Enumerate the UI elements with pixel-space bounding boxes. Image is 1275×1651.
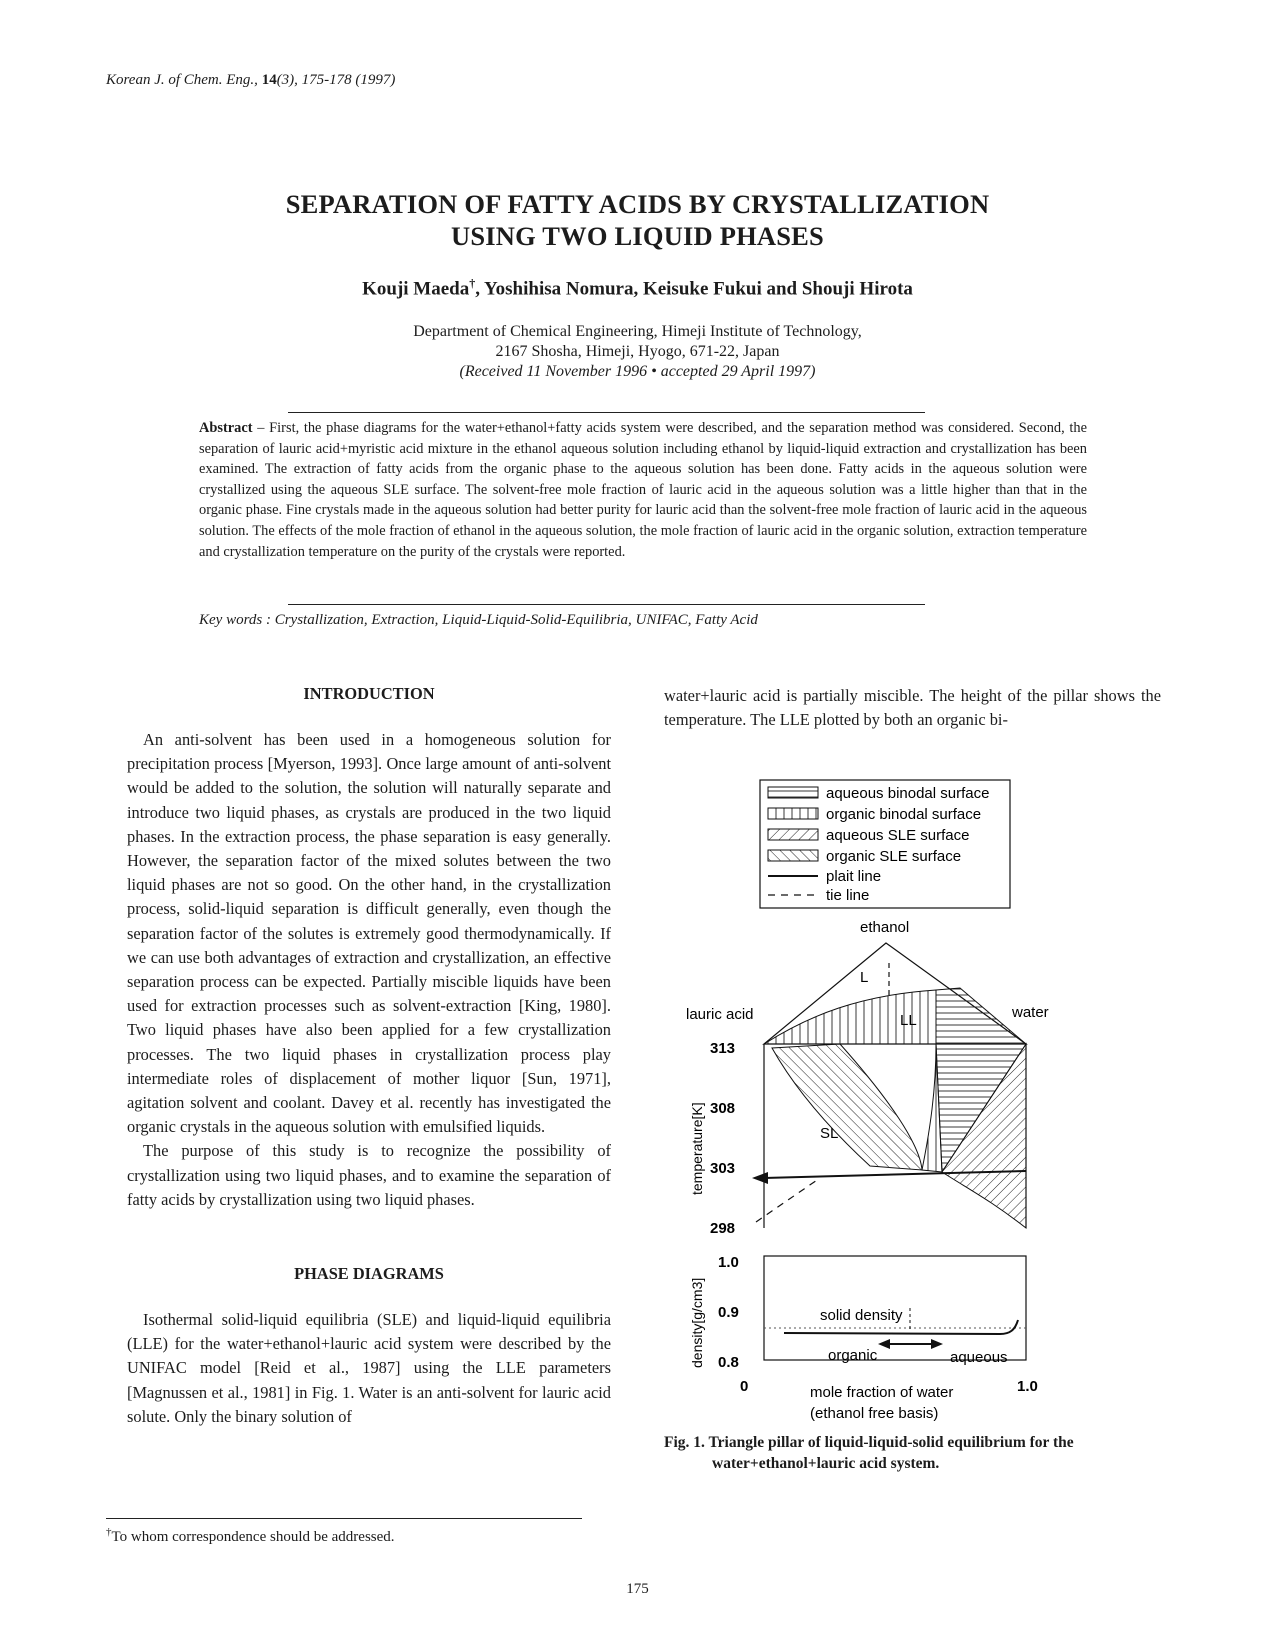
x-axis-label-line-1: mole fraction of water [810,1384,954,1401]
right-column-text: water+lauric acid is partially miscible. The height of the pillar shows the temperature. The LLE plotted by both an organic bi- [664,686,1161,730]
density-tick-0.9: 0.9 [718,1304,739,1321]
footnote-rule [106,1518,582,1519]
region-SL-label: SL [820,1125,839,1142]
figure-legend [760,780,1010,908]
ternary-triangle [764,943,1026,1044]
abstract-text: – First, the phase diagrams for the water+ethanol+fatty acids system were described, and the separation method was considered. Second, the separation of lauric acid+myristic acid mixture in the ethanol aqueous solution including ethanol by liquid-liquid extraction and crystallization has been examined. The extraction of fatty acids from the organic phase to the aqueous solution has been done. Fatty acids in the aqueous solution were crystallized using the aqueous SLE surface. The solvent-free mole fraction of lauric acid in the aqueous solution was a little higher than that in the organic phase. Fine crystals made in the aqueous solution had better purity for lauric acid than the solvent-free mole fraction of lauric acid in the aqueous solution. The effects of the mole fraction of ethanol in the aqueous solution, the mole fraction of lauric acid in the organic solution, extraction temperature and crystallization temperature on the purity of the crystals were reported. [199,420,1087,560]
abstract-top-rule [288,412,925,413]
author-list [100,276,1175,300]
introduction-paragraph-1: An anti-solvent has been used in a homogeneous solution for precipitation process [Myerson, 1993]. Once large amount of anti-solvent would be added to the solution, the solution will naturally separate and introduce two liquid phases, as crystals are produced in the two liquid phases. In the extraction process, the phase separation is easy generally. However, the separation factor of the mixed solutes between the two liquid phases are not so good. On the other hand, in the crystallization process, solid-liquid separation is difficult generally, even though the separation factor of the solutes is extremely good thermodynamically. If we can use both advantages of extraction and crystallization, an effective separation process can be expected. Partially miscible liquids have been used for extraction processes such as solvent-extraction [King, 1980]. Two liquid phases have also been applied for a few crystallization processes. The two liquid phases in crystallization process play intermediate roles of displacement of mother liquor [Sun, 1971], agitation solvent and coolant. Davey et al. recently has investigated the organic crystals in the aqueous solution with emulsified liquids. [127,730,611,1137]
first-author: Kouji Maeda [362,278,470,300]
x-tick-1: 1.0 [1017,1378,1038,1395]
paper-title [100,188,1175,252]
phase-diagrams-heading: PHASE DIAGRAMS [294,1264,444,1283]
abstract-bottom-rule [288,604,925,605]
abstract [199,418,1087,562]
introduction-heading: INTRODUCTION [303,684,435,703]
phase-diagrams-paragraph-1: Isothermal solid-liquid equilibria (SLE) and liquid-liquid equilibria (LLE) for the water+ethanol+lauric acid system were described by the UNIFAC model [Reid et al., 1987] using the LLE parameters [Magnussen et al., 1981] in Fig. 1. Water is an anti-solvent for lauric acid solute. Only the binary solution of [127,1310,611,1426]
caption-line-1: Fig. 1. Triangle pillar of liquid-liquid-solid equilibrium for the [664,1434,1074,1451]
legend-label-plait-line: plait line [826,868,882,885]
region-LL-label: LL [900,1012,917,1029]
triangle-pillar [752,1044,1026,1228]
keywords: Key words : Crystallization, Extraction, Liquid-Liquid-Solid-Equilibria, UNIFAC, Fatty Acid [199,612,758,628]
affiliation-line-2: 2167 Shosha, Himeji, Hyogo, 671-22, Japan [495,343,780,360]
other-authors: , Yoshihisa Nomura, Keisuke Fukui and Shouji Hirota [475,278,913,300]
affiliation [100,322,1175,382]
page-number: 175 [626,1581,649,1597]
region-L-label: L [860,969,869,986]
organic-label: organic [828,1347,878,1364]
temperature-axis-label: temperature[K] [689,1102,705,1195]
solid-density-label: solid density [820,1307,903,1324]
vertex-water-label: water [1012,1004,1049,1021]
legend-plait-line [768,868,881,885]
legend-tie-line [768,887,869,904]
temp-tick-303: 303 [710,1160,736,1177]
temperature-axis [689,1040,735,1237]
footnote-dagger: † [106,1526,112,1538]
legend-organic-sle [768,848,961,865]
caption-line-2: water+ethanol+lauric acid system. [712,1455,940,1472]
legend-label-organic-sle: organic SLE surface [826,848,962,865]
density-subplot [689,1254,1038,1422]
density-axis-label: density[g/cm3] [689,1277,705,1368]
journal-citation [106,72,395,89]
phase-diagrams-body [127,1308,611,1429]
journal-name: Korean J. of Chem. Eng., [106,72,258,88]
x-tick-0: 0 [740,1378,749,1395]
legend-aqueous-binodal [768,785,989,802]
vertex-ethanol-label: ethanol [860,919,910,936]
footnote [106,1526,395,1546]
legend-organic-binodal [768,806,981,823]
introduction-paragraph-2: The purpose of this study is to recognize the possibility of crystallization using two liquid phases, and to examine the separation of fatty acids by crystallization using two liquid phases. [127,1141,611,1209]
temp-tick-298: 298 [710,1220,736,1237]
x-axis-label-line-2: (ethanol free basis) [810,1405,939,1422]
abstract-label: Abstract [199,420,253,436]
legend-label-tie-line: tie line [826,887,870,904]
introduction-body [127,728,611,1212]
journal-volume: 14 [261,72,277,88]
received-dates: (Received 11 November 1996 • accepted 29 April 1997) [459,363,816,380]
aqueous-label: aqueous [950,1349,1008,1366]
density-tick-1.0: 1.0 [718,1254,739,1271]
affiliation-line-1: Department of Chemical Engineering, Himeji Institute of Technology, [413,323,862,340]
legend-label-aqueous-sle: aqueous SLE surface [826,827,970,844]
density-tick-0.8: 0.8 [718,1354,739,1371]
journal-issue-pages: (3), 175-178 (1997) [276,72,396,88]
title-line-2: USING TWO LIQUID PHASES [451,221,824,251]
phase-diagram-figure [660,785,1120,1500]
legend-aqueous-sle [768,827,969,844]
vertex-lauric-acid-label: lauric acid [686,1006,754,1023]
temp-tick-308: 308 [710,1100,736,1117]
legend-label-organic-binodal: organic binodal surface [826,806,982,823]
footnote-text: To whom correspondence should be addressed. [111,1529,395,1545]
dagger-mark: † [469,276,476,290]
legend-label-aqueous-binodal: aqueous binodal surface [826,785,990,802]
temp-tick-313: 313 [710,1040,736,1057]
figure-caption [664,1432,1164,1474]
title-line-1: SEPARATION OF FATTY ACIDS BY CRYSTALLIZATION [285,189,990,219]
